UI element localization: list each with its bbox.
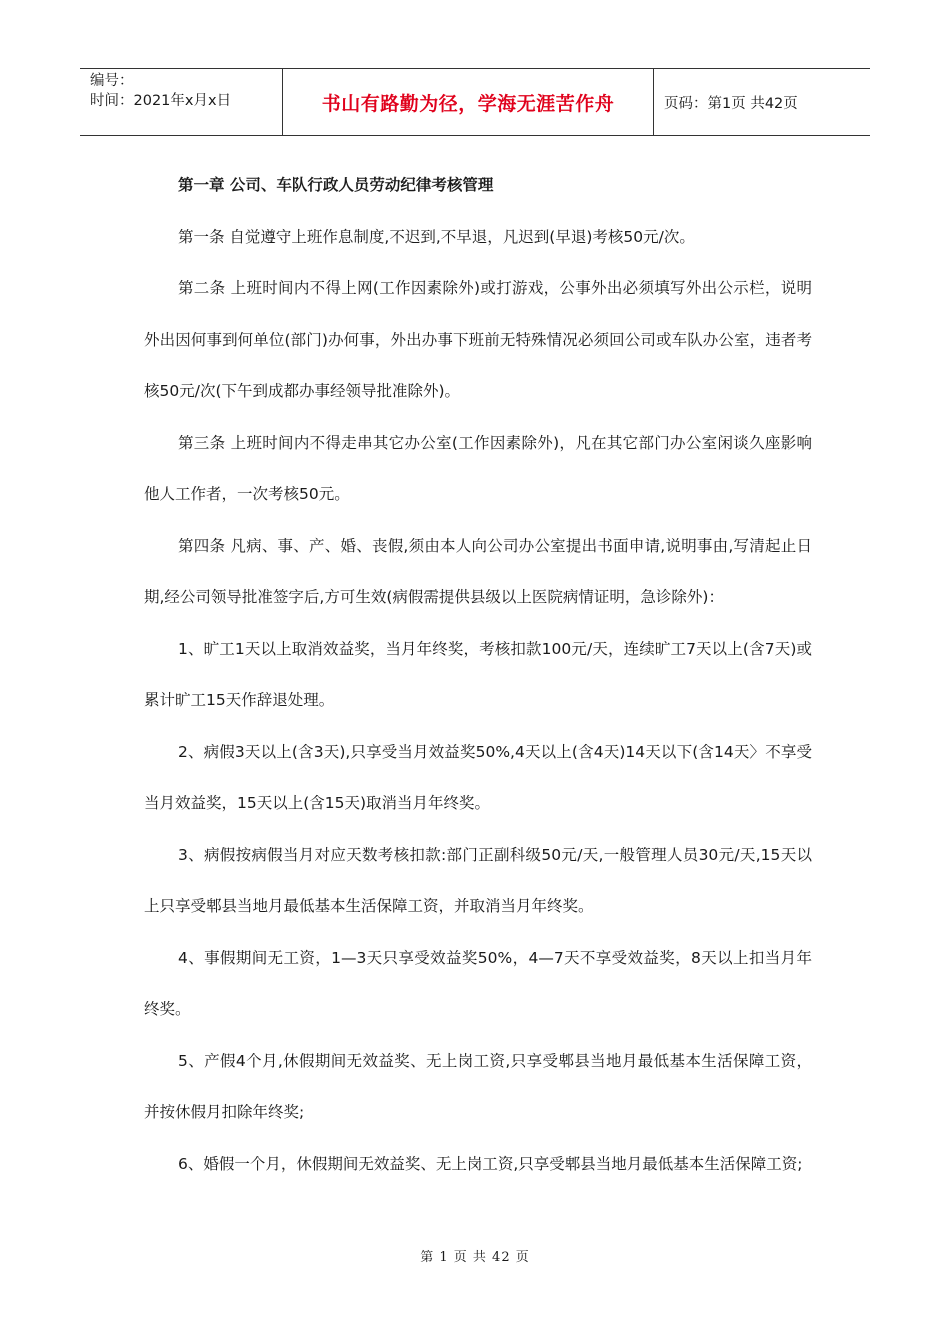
page-header [80,68,870,136]
paragraph: 5、产假4个月,休假期间无效益奖、无上岗工资,只享受郫县当地月最低基本生活保障工资，并按休假月扣除年终奖; [144,1051,812,1121]
document-number-label: 编号： [90,73,134,89]
header-meta [80,69,282,135]
paragraph: 2、病假3天以上(含3天),只享受当月效益奖50%,4天以上(含4天)14天以下(含14天〉不享受当月效益奖，15天以上(含15天)取消当月年终奖。 [144,742,812,812]
chapter-title: 第一章 公司、车队行政人员劳动纪律考核管理 [178,176,494,194]
document-body [144,160,812,1190]
document-date: 时间：2021年x月x日 [90,93,232,109]
paragraph: 第一条 自觉遵守上班作息制度,不迟到,不早退，凡迟到(早退)考核50元/次。 [178,227,695,246]
paragraph: 第二条 上班时间内不得上网(工作因素除外)或打游戏，公事外出必须填写外出公示栏，说明外出因何事到何单位(部门)办何事，外出办事下班前无特殊情况必须回公司或车队办公室，违者考核50元/次(下午到成都办事经领导批准除外)。 [144,279,812,400]
paragraph: 1、旷工1天以上取消效益奖，当月年终奖，考核扣款100元/天，连续旷工7天以上(含7天)或累计旷工15天作辞退处理。 [144,639,812,709]
header-motto: 书山有路勤为径，学海无涯苦作舟 [282,69,654,135]
paragraph: 第三条 上班时间内不得走串其它办公室(工作因素除外)，凡在其它部门办公室闲谈久座影响他人工作者，一次考核50元。 [144,433,812,503]
paragraph: 第四条 凡病、事、产、婚、丧假,须由本人向公司办公室提出书面申请,说明事由,写清起止日期,经公司领导批准签字后,方可生效(病假需提供县级以上医院病情证明，急诊除外)： [144,536,812,606]
page-footer: 第 1 页 共 42 页 [420,1250,530,1265]
paragraph: 3、病假按病假当月对应天数考核扣款:部门正副科级50元/天,一般管理人员30元/天,15天以上只享受郫县当地月最低基本生活保障工资，并取消当月年终奖。 [144,845,812,915]
header-page-info: 页码：第1页 共42页 [664,95,798,112]
paragraph: 6、婚假一个月，休假期间无效益奖、无上岗工资,只享受郫县当地月最低基本生活保障工资; [178,1154,803,1173]
paragraph: 4、事假期间无工资，1—3天只享受效益奖50%，4—7天不享受效益奖，8天以上扣当月年终奖。 [144,948,812,1018]
